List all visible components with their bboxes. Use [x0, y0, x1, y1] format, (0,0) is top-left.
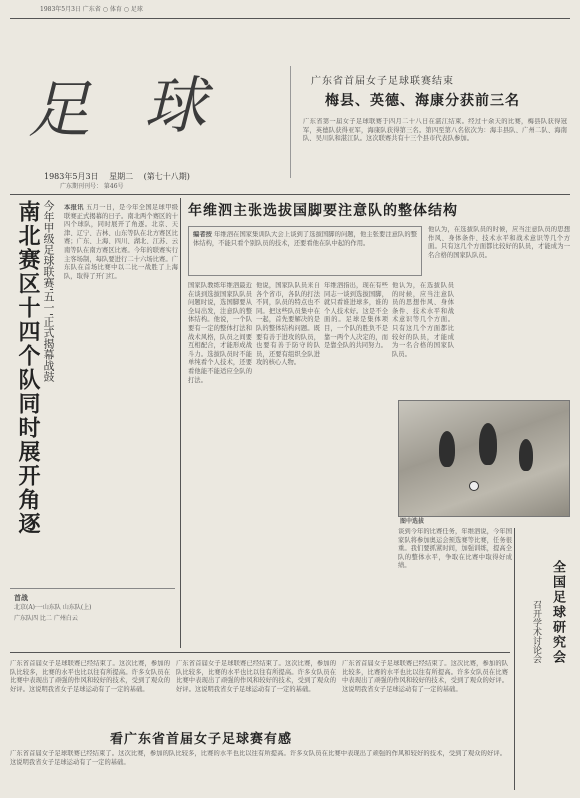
top-story-kicker: 广东省首届女子足球联赛结束 [311, 76, 454, 87]
bottom-text-1: 广东省首届女子足球联赛已经结束了。这次比赛，参加的队比较多，比赛的水平也比以往有所提高。许多女队员在比赛中表现出了顽强的作风和较好的技术，受到了观众的好评。这说明我省女子足球运动有了一定的基础。 [10, 660, 170, 693]
top-rule [10, 18, 570, 19]
results-line-2: 广东队四 比二 广州白云 [14, 615, 78, 622]
right-vertical-title: 全国足球研究会 [550, 560, 565, 665]
editor-note-lead: 编者按 [193, 231, 213, 238]
editor-note-box [188, 226, 422, 276]
masthead [14, 50, 314, 160]
match-photo [398, 400, 570, 517]
feature-column-3: 年维泗指出，现在有些同志一谈到选拔国脚，就只看谁进球多，谁的个人技术好。这是不全面的。足球是集体项目，一个队的胜负不是靠一两个人决定的，而是靠全队的共同努力。 [324, 282, 388, 350]
feature-column-2: 他说，国家队队员来自各个省市，各队的打法不同，队员的特点也不同。把这些队员集中在一起，首先要解决的是队的整体结构问题。既要有善于进攻的队员，也要有善于防守的队员，还要有组织全队进攻的核心人物。 [256, 282, 320, 367]
top-story-title: 梅县、英德、海康分获前三名 [325, 93, 520, 109]
editor-note [193, 231, 417, 271]
photo-player-2 [479, 423, 497, 465]
right-vertical-sub: 召开学术讨论会 [531, 600, 541, 663]
side-vertical-kicker: 今年甲级足球联赛'五一'正式揭幕战鼓 [42, 200, 55, 383]
results-title: 首战 [14, 593, 28, 602]
side-body-lead: 本报讯 [64, 204, 84, 211]
photo-caption: 图中选拔 [400, 518, 425, 525]
header-rule [10, 194, 570, 195]
side-body-text: 五月一日，是今年全国足球甲级联赛正式揭幕的日子。南北两个赛区的十四个球队，同时展开了角逐。北京、天津、辽宁、吉林、山东等队在北方赛区比赛；广东、上海、四川、湖北、江苏、云南等队在南方赛区比赛。今年的联赛实行主客场制，每队要进行二十六场比赛。广东队在首场比赛中以二比一战胜了上海队，取得了开门红。 [64, 204, 178, 280]
bottom-text-3: 广东省首届女子足球联赛已经结束了。这次比赛，参加的队比较多，比赛的水平也比以往有所提高。许多女队员在比赛中表现出了顽强的作风和较好的技术，受到了观众的好评。这说明我省女子足球运动有了一定的基础。 [342, 660, 508, 693]
bottom-rule [10, 652, 510, 653]
feature-title: 年维泗主张选拔国脚要注意队的整体结构 [188, 203, 458, 219]
feature-column-4: 他认为，在选拔队员的时候，应当注意队员的思想作风、身体条件、技术水平和战术意识等几个方面。只有这几个方面都比较好的队员，才能成为一名合格的国家队队员。 [392, 282, 454, 358]
column-separator [180, 198, 181, 648]
feature-column-5: 谈到今年的比赛任务，年维泗说，今年国家队将参加奥运会预选赛等比赛，任务很重。我们要抓紧时间，加强训练，提高全队的整体水平，争取在比赛中取得好成绩。 [398, 528, 512, 570]
results-box [10, 588, 175, 649]
issue-subline: 广东期刊刊号： 第46号 [60, 183, 124, 190]
feature-column-1: 国家队教练年维泗最近在谈到选拔国家队队员问题时说，选国脚要从全局出发，注意队的整体结构。他说，一个队要有一定的整体打法和战术风格，队员之间要互相配合，才能形成战斗力。选拔队员时不能单纯看个人技术，还要看他能不能适应全队的打法。 [188, 282, 252, 384]
masthead-char-1: 足 [28, 73, 95, 146]
results-line-1: 北京(A)·一山东队 山东队(上) [14, 604, 92, 611]
top-story-box [290, 66, 576, 178]
bottom-text-2: 广东省首届女子足球联赛已经结束了。这次比赛，参加的队比较多，比赛的水平也比以往有所提高。许多女队员在比赛中表现出了顽强的作风和较好的技术，受到了观众的好评。这说明我省女子足球运动有了一定的基础。 [176, 660, 336, 693]
bottom-headline: 看广东省首届女子足球赛有感 [110, 732, 293, 747]
editor-note-text: 年维泗在国家集训队大会上谈到了选拔国脚的问题，他主张要注意队的整体结构，不能只看个别队员的技术，还要看他在队中起的作用。 [193, 231, 417, 247]
issue-date: 1983年5月3日 [44, 172, 99, 181]
photo-player-1 [439, 431, 455, 467]
issue-info [44, 171, 190, 182]
masthead-char-2: 球 [144, 69, 211, 142]
side-vertical-headline: 南北赛区十四个队同时展开角逐 [15, 200, 41, 536]
photo-ball [469, 481, 479, 491]
photo-player-3 [519, 439, 533, 471]
side-body [64, 204, 178, 584]
feature-column-4b: 他认为，在选拔队员的时候，应当注意队员的思想作风、身体条件、技术水平和战术意识等几个方面。只有这几个方面都比较好的队员，才能成为一名合格的国家队队员。 [428, 226, 570, 259]
top-bar-text: 1983年5月3日 广东省 ○ 体育 ○ 足球 [40, 6, 143, 13]
bottom-text-4: 广东省首届女子足球联赛已经结束了。这次比赛，参加的队比较多，比赛的水平也比以往有所提高。许多女队员在比赛中表现出了顽强的作风和较好的技术，受到了观众的好评。这说明我省女子足球运动有了一定的基础。 [10, 750, 506, 766]
issue-weekday: 星期二 [109, 172, 134, 181]
issue-number: (第七十八期) [143, 172, 190, 181]
right-column-rule [514, 528, 515, 790]
top-story-body: 广东省第一届女子足球联赛于四月二十八日在湛江结束。经过十余天的比赛，梅县队获得冠军，英德队获得亚军，海康队获得第三名。第四至第八名依次为：海丰县队、广州二队、海南队、吴川队和湛江队。这次联赛共有十三个县市代表队参加。 [303, 118, 567, 143]
